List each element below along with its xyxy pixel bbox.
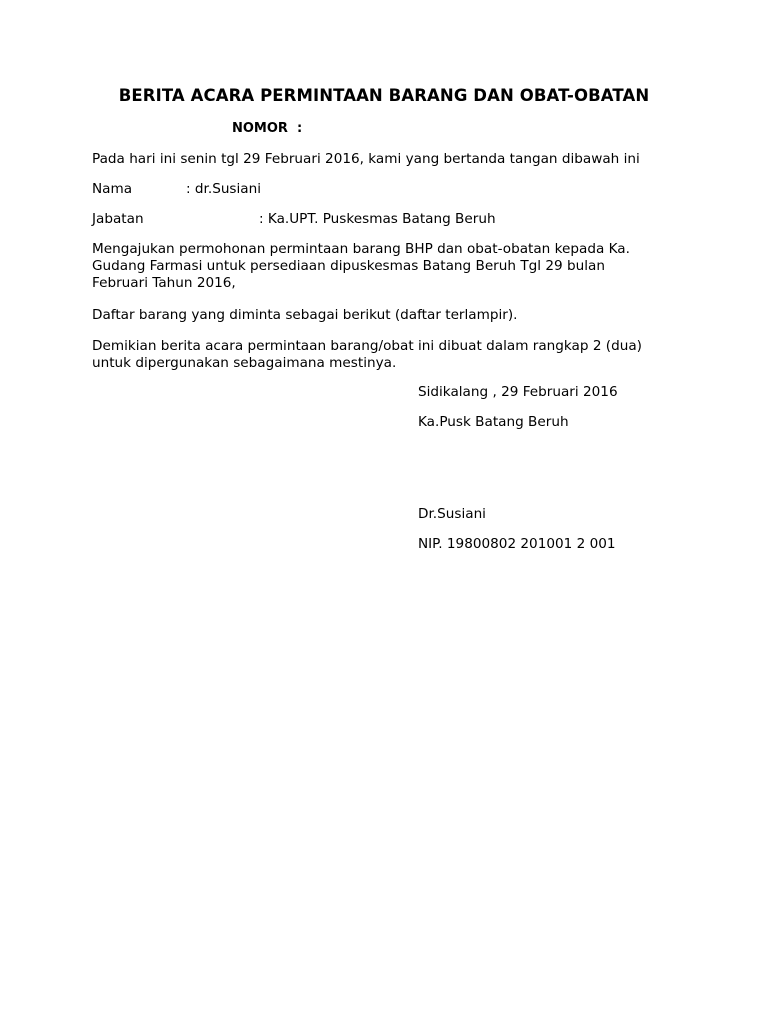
list-note: Daftar barang yang diminta sebagai berikut (daftar terlampir). <box>92 307 518 323</box>
request-paragraph <box>92 241 692 292</box>
signature-nip: NIP. 19800802 201001 2 001 <box>418 536 616 552</box>
signature-name: Dr.Susiani <box>418 506 486 522</box>
field-nama-label: Nama <box>92 181 133 197</box>
request-line: Mengajukan permohonan permintaan barang BHP dan obat-obatan kepada Ka. <box>92 241 630 257</box>
field-nama-value: : dr.Susiani <box>186 181 262 197</box>
request-line: Februari Tahun 2016, <box>92 275 236 291</box>
signature-place-date: Sidikalang , 29 Februari 2016 <box>418 384 618 400</box>
signature-position: Ka.Pusk Batang Beruh <box>418 414 569 430</box>
nomor-label: NOMOR : <box>232 121 303 136</box>
request-line: Gudang Farmasi untuk persediaan dipuskesmas Batang Beruh Tgl 29 bulan <box>92 258 605 274</box>
field-jabatan-label: Jabatan <box>92 211 144 227</box>
closing-line: Demikian berita acara permintaan barang/obat ini dibuat dalam rangkap 2 (dua) <box>92 338 642 354</box>
opening-paragraph: Pada hari ini senin tgl 29 Februari 2016, kami yang bertanda tangan dibawah ini <box>92 151 640 167</box>
document-title: BERITA ACARA PERMINTAAN BARANG DAN OBAT-OBATAN <box>118 86 650 105</box>
field-jabatan-value: : Ka.UPT. Puskesmas Batang Beruh <box>259 211 496 227</box>
closing-line: untuk dipergunakan sebagaimana mestinya. <box>92 355 397 371</box>
closing-paragraph <box>92 338 692 372</box>
